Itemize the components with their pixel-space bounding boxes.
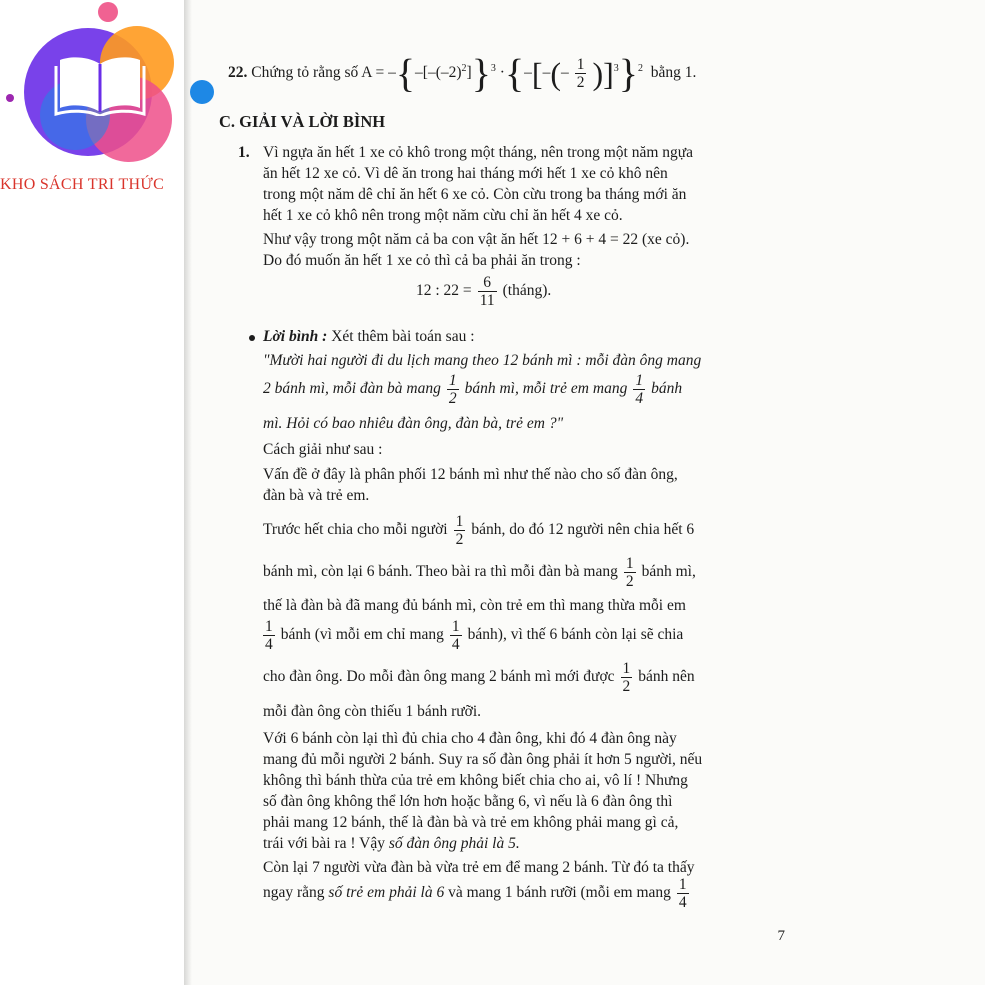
problem-number: 22. [228,64,248,82]
paragraph-line: mỗi đàn ông còn thiếu 1 bánh rưỡi. [263,703,482,720]
text: bánh, do đó 12 người nên chia hết 6 [471,521,695,538]
paragraph-line: phải mang 12 bánh, thế là đàn bà và trẻ em không phải mang gì cả, [263,814,679,831]
quote-text: bánh [651,380,683,397]
page-number: 7 [777,928,785,944]
denominator: 4 [451,635,460,653]
denominator: 4 [265,635,273,653]
problem-text: Chứng tỏ rằng số A = – [251,64,396,82]
paragraph-line [263,616,683,654]
paragraph-line: không thì bánh thừa của trẻ em không biết chia cho ai, vô lí ! Nhưng [263,772,688,789]
paragraph-line [263,511,694,549]
solution-line: Vì ngựa ăn hết 1 xe cỏ khô trong một tháng, nên trong một năm ngựa [263,144,694,161]
exponent: 2 [638,63,643,74]
minus-sign: – [542,64,551,82]
fraction [478,274,497,309]
brace-right: } [471,50,491,96]
numerator: 1 [455,512,464,530]
paragraph-line: mang đủ mỗi người 2 bánh. Suy ra số đàn ông phải ít hơn 5 người, nếu [263,751,703,768]
minus-sign: – [560,64,569,82]
logo-dot-blue [190,80,214,104]
brace-right: } [618,50,638,96]
open-book-icon [54,52,146,116]
paragraph-line: Còn lại 7 người vừa đàn bà vừa trẻ em để mang 2 bánh. Từ đó ta thấy [263,859,695,876]
paragraph-line [263,658,695,696]
numerator: 1 [622,659,631,677]
paren-right: ) [592,55,604,92]
bracket-left: [ [531,55,543,92]
text: bánh nên [638,668,695,685]
denominator: 2 [622,677,631,695]
text: trái với bài ra ! Vậy [263,835,385,852]
paragraph-line: Vấn đề ở đây là phân phối 12 bánh mì như thế nào cho số đàn ông, [263,466,678,483]
fraction [633,372,645,407]
quote-text: bánh mì, mỗi trẻ em mang [464,380,628,397]
fraction [454,513,466,548]
comment-label: Lời bình : [263,328,328,345]
brace-left: { [395,50,416,96]
fraction [263,618,275,653]
fraction [447,372,459,407]
solution-number: 1. [238,144,250,161]
paragraph-line [263,834,520,854]
denominator: 2 [576,74,585,92]
solution-line: ăn hết 12 xe cỏ. Vì dê ăn trong hai tháng mới hết 1 xe cỏ khô nên [263,165,668,182]
numerator: 1 [451,617,460,635]
italic-conclusion: số đàn ông phải là 5. [388,835,520,852]
formula-left: 12 : 22 = [416,282,472,299]
text: bánh), vì thế 6 bánh còn lại sẽ chia [467,626,684,643]
solution-formula [416,272,551,310]
fraction [677,876,689,911]
exponent: 3 [613,63,619,74]
solution-line: Như vậy trong một năm cả ba con vật ăn hết 12 + 6 + 4 = 22 (xe cỏ). [263,231,690,248]
bracket-close: ] [466,64,472,82]
denominator: 4 [678,893,687,911]
paren-left: ( [550,55,561,92]
quote-line [263,370,682,408]
logo-text: KHO SÁCH TRI THỨC [0,176,165,193]
dot-operator: · [499,64,505,82]
text: bánh mì, còn lại 6 bánh. Theo bài ra thì mỗi đàn bà mang [263,563,618,580]
formula-unit: (tháng). [502,282,552,299]
paragraph-line: số đàn ông không thể lớn hơn hoặc bằng 6, vì nếu là 6 đàn ông thì [263,793,673,810]
quote-line: "Mười hai người đi du lịch mang theo 12 bánh mì : mỗi đàn ông mang [263,352,702,369]
numerator: 1 [625,554,634,572]
solution-line: hết 1 xe cỏ khô nên trong một năm cừu chỉ ăn hết 4 xe cỏ. [263,207,623,224]
fraction [575,56,587,91]
text: ngay rằng [263,884,325,901]
minus-sign: – [524,64,532,82]
paragraph-line: đàn bà và trẻ em. [263,487,370,504]
shop-logo [0,0,220,200]
numerator: 1 [448,371,457,389]
brace-left: { [504,50,525,96]
paragraph-line: Với 6 bánh còn lại thì đủ chia cho 4 đàn ông, khi đó 4 đàn ông này [263,730,677,747]
text: bánh (vì mỗi em chỉ mang [280,626,444,643]
problem-22 [228,50,697,96]
solution-line: Do đó muốn ăn hết 1 xe cỏ thì cả ba phải ăn trong : [263,252,581,269]
section-title: C. GIẢI VÀ LỜI BÌNH [219,112,386,131]
text: Trước hết chia cho mỗi người [263,521,448,538]
fraction [621,660,633,695]
comment-intro: Xét thêm bài toán sau : [331,328,475,345]
denominator: 11 [479,291,495,309]
quote-line: mì. Hỏi có bao nhiêu đàn ông, đàn bà, trẻ em ?" [263,415,564,432]
fraction [624,555,636,590]
denominator: 2 [448,389,457,407]
logo-dot-small [6,94,14,102]
exponent: 2 [461,63,467,74]
italic-conclusion: số trẻ em phải là 6 [328,884,445,901]
quote-text: 2 bánh mì, mỗi đàn bà mang [263,380,441,397]
paragraph-line [263,874,695,912]
paragraph-line [263,553,696,591]
denominator: 2 [625,572,634,590]
denominator: 2 [455,530,464,548]
problem-result: bằng 1. [650,64,697,82]
exponent: 3 [490,63,496,74]
numerator: 1 [635,371,644,389]
numerator: 1 [678,875,687,893]
fraction [450,618,462,653]
solution-line: trong một năm dê chỉ ăn hết 6 xe cỏ. Còn cừu trong ba tháng mới ăn [263,186,687,203]
comment-heading [263,327,475,347]
logo-dot-pink [98,2,118,22]
text: và mang 1 bánh rưỡi (mỗi em mang [448,884,671,901]
numerator: 1 [265,617,273,635]
text: bánh mì, [641,563,696,580]
bracket-right: ] [603,55,614,92]
text: cho đàn ông. Do mỗi đàn ông mang 2 bánh mì mới được [263,668,615,685]
inner-expression-1: –[–(–2) [415,64,462,82]
paragraph-line: thế là đàn bà đã mang đủ bánh mì, còn trẻ em thì mang thừa mỗi em [263,597,686,614]
numerator: 6 [478,274,497,292]
bullet [249,335,255,341]
denominator: 4 [635,389,644,407]
numerator: 1 [576,56,585,74]
method-line: Cách giải như sau : [263,441,383,458]
